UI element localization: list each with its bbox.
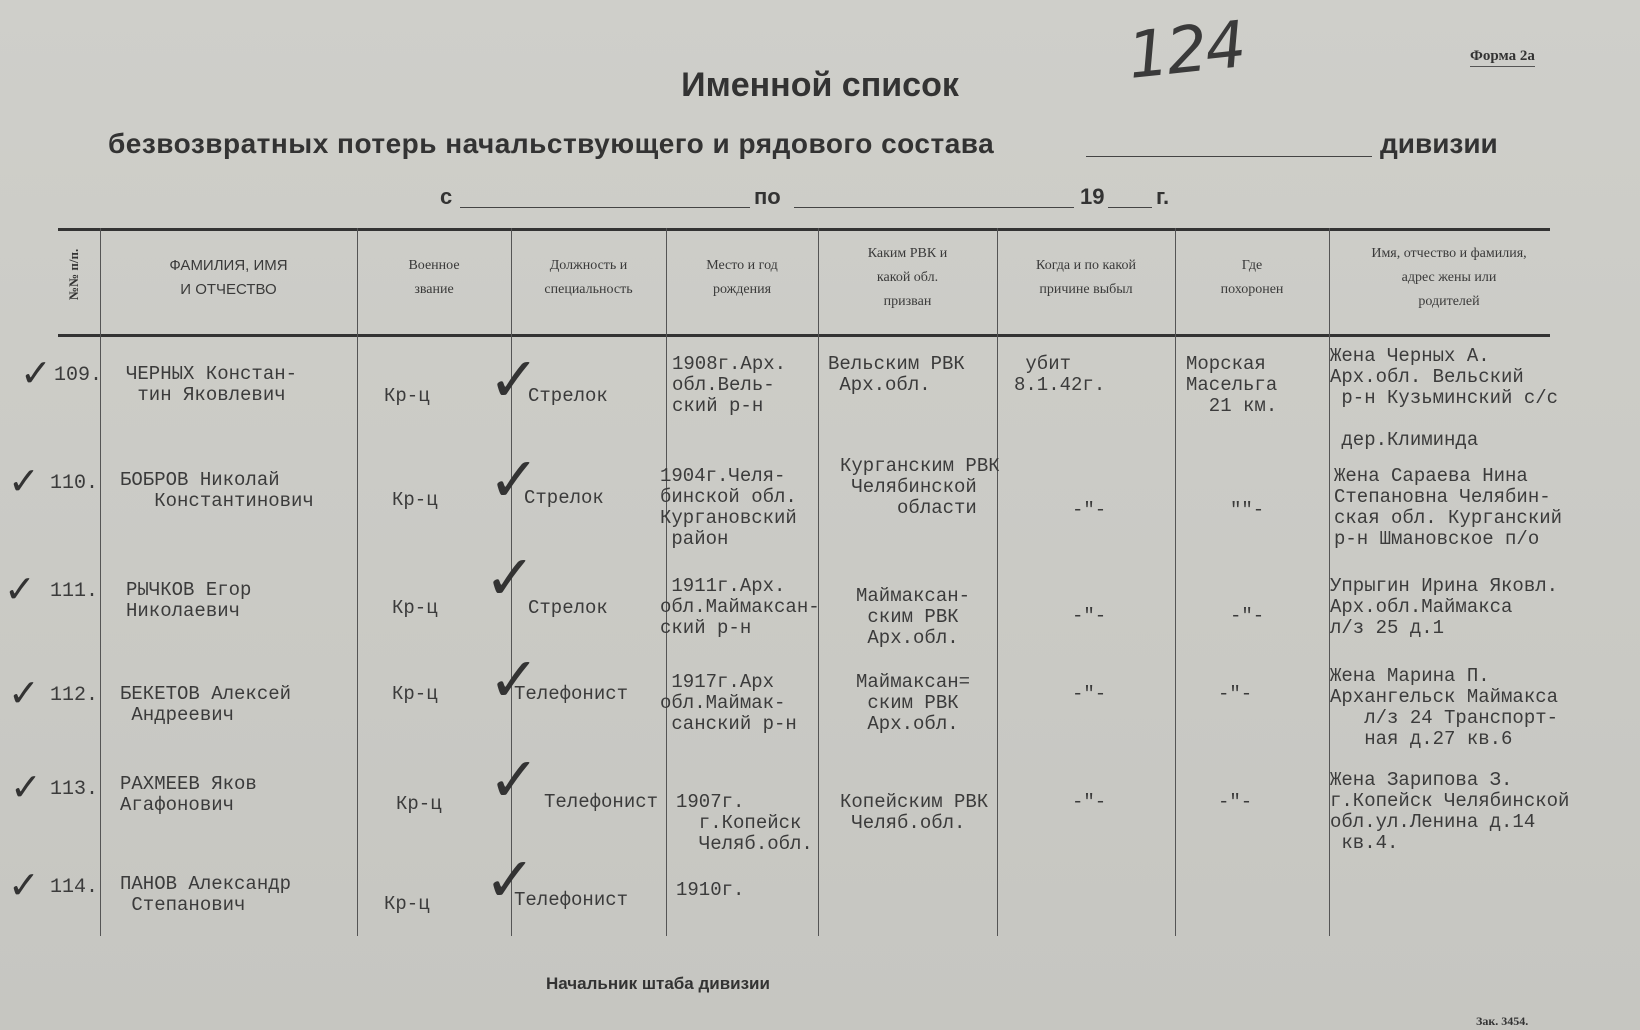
row-buried: -"-: [1230, 605, 1265, 627]
signature-label: Начальник штаба дивизии: [546, 974, 770, 993]
check-mark-icon: ✓: [488, 343, 540, 416]
table-divider: [100, 228, 101, 936]
date-to-label: по: [754, 184, 781, 209]
check-mark-icon: ✓: [8, 459, 40, 503]
row-when: -"-: [1072, 683, 1107, 705]
row-buried: ""-: [1230, 499, 1265, 521]
table-header-border: [58, 334, 1550, 337]
row-rank: Кр-ц: [384, 385, 430, 407]
column-header-rvk: Каким РВК и какой обл. призван: [867, 246, 948, 309]
column-header-birth: Место и год рождения: [706, 258, 778, 297]
row-number: 114.: [50, 876, 99, 899]
check-mark-icon: ✓: [484, 541, 536, 614]
row-when: -"-: [1072, 499, 1107, 521]
row-name: БОБРОВ Николай Константинович: [120, 469, 314, 512]
row-name: БЕКЕТОВ Алексей Андреевич: [120, 683, 292, 726]
date-from-line: [460, 207, 750, 208]
order-number: Зак. 3454.: [1476, 1014, 1529, 1028]
table-divider: [357, 228, 358, 936]
division-blank-line: [1086, 156, 1372, 157]
table-top-border: [58, 228, 1550, 231]
date-year-line: [1108, 207, 1152, 208]
row-post: Телефонист: [514, 683, 629, 705]
row-rvk: Маймаксан= ским РВК Арх.обл.: [856, 671, 971, 735]
row-when: -"-: [1072, 791, 1107, 813]
date-year-label: 19: [1080, 184, 1105, 209]
row-post: Стрелок: [528, 597, 608, 619]
check-mark-icon: ✓: [484, 843, 536, 916]
row-when: убит 8.1.42г.: [1014, 353, 1106, 396]
row-number: 109.: [54, 364, 103, 387]
column-header-name: ФАМИЛИЯ, ИМЯ И ОТЧЕСТВО: [169, 257, 288, 298]
row-name: РЫЧКОВ Егор Николаевич: [126, 579, 252, 622]
row-buried: -"-: [1218, 791, 1253, 813]
row-relatives: Жена Зарипова З. г.Копейск Челябинской обл.ул.Ленина д.14 кв.4.: [1330, 769, 1570, 854]
handwritten-page-number: 124: [1124, 8, 1248, 94]
date-g-label: г.: [1156, 184, 1170, 209]
row-birth: 1904г.Челя- бинской обл. Кургановский район: [660, 465, 797, 550]
check-mark-icon: ✓: [20, 351, 52, 395]
check-mark-icon: ✓: [4, 567, 36, 611]
column-header-when: Когда и по какой причине выбыл: [1036, 258, 1136, 297]
table-divider: [1175, 228, 1176, 936]
form-label: Форма 2а: [1470, 48, 1535, 67]
row-buried: -"-: [1218, 683, 1253, 705]
column-header-rank: Военное звание: [408, 258, 460, 297]
row-rank: Кр-ц: [396, 793, 442, 815]
column-header-relatives: Имя, отчество и фамилия, адрес жены или родителей: [1371, 246, 1527, 309]
row-rank: Кр-ц: [392, 489, 438, 511]
column-header-number: №№ п/п.: [66, 248, 81, 300]
row-birth: 1908г.Арх. обл.Вель- ский р-н: [672, 353, 787, 417]
row-relatives: Упрыгин Ирина Яковл. Арх.обл.Маймакса л/з 25 д.1: [1330, 575, 1559, 639]
row-rvk: Вельским РВК Арх.обл.: [828, 353, 965, 396]
row-post: Стрелок: [528, 385, 608, 407]
row-birth: 1917г.Арх обл.Маймак- санский р-н: [660, 671, 797, 735]
row-when: -"-: [1072, 605, 1107, 627]
date-to-line: [794, 207, 1074, 208]
check-mark-icon: ✓: [10, 765, 42, 809]
row-name: РАХМЕЕВ Яков Агафонович: [120, 773, 257, 816]
row-birth: 1910г.: [676, 879, 745, 901]
check-mark-icon: ✓: [488, 643, 540, 716]
row-post: Телефонист: [544, 791, 659, 813]
document-title: Именной список: [681, 66, 959, 104]
row-relatives: Жена Марина П. Архангельск Маймакса л/з 24 Транспорт- ная д.27 кв.6: [1330, 665, 1559, 750]
row-post: Телефонист: [514, 889, 629, 911]
row-number: 111.: [50, 580, 99, 603]
row-number: 113.: [50, 778, 99, 801]
table-divider: [997, 228, 998, 936]
row-relatives: Жена Сараева Нина Степановна Челябин- ская обл. Курганский р-н Шмановское п/о: [1334, 465, 1563, 550]
row-name: ПАНОВ Александр Степанович: [120, 873, 292, 916]
row-number: 112.: [50, 684, 99, 707]
check-mark-icon: ✓: [8, 863, 40, 907]
row-rank: Кр-ц: [392, 597, 438, 619]
row-rvk: Копейским РВК Челяб.обл.: [840, 791, 989, 834]
row-rvk: Курганским РВК Челябинской области: [840, 455, 1000, 519]
row-rank: Кр-ц: [384, 893, 430, 915]
column-header-post: Должность и специальность: [544, 258, 633, 297]
document-subtitle: безвозвратных потерь начальствующего и рядового состава: [108, 128, 995, 159]
check-mark-icon: ✓: [488, 443, 540, 516]
row-birth: 1911г.Арх. обл.Маймаксан- ский р-н: [660, 575, 820, 639]
row-name: ЧЕРНЫХ Констан- тин Яковлевич: [126, 363, 298, 406]
row-number: 110.: [50, 472, 99, 495]
column-header-buried: Где похоронен: [1220, 258, 1284, 297]
row-relatives: Жена Черных А. Арх.обл. Вельский р-н Кузьминский с/с дер.Климинда: [1330, 345, 1559, 451]
date-from-label: с: [440, 184, 453, 209]
row-buried: Морская Масельга 21 км.: [1186, 353, 1278, 417]
row-birth: 1907г. г.Копейск Челяб.обл.: [676, 791, 813, 855]
row-rank: Кр-ц: [392, 683, 438, 705]
row-rvk: Маймаксан- ским РВК Арх.обл.: [856, 585, 971, 649]
check-mark-icon: ✓: [488, 743, 540, 816]
document-subtitle-end: дивизии: [1380, 128, 1498, 159]
row-post: Стрелок: [524, 487, 604, 509]
check-mark-icon: ✓: [8, 671, 40, 715]
